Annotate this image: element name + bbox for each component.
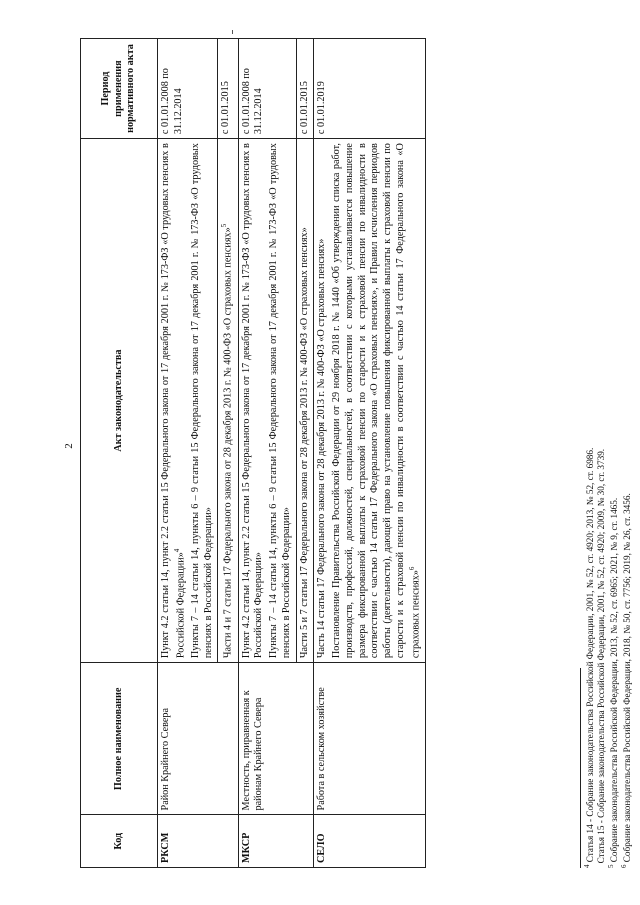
header-code: Код bbox=[81, 815, 158, 868]
row-name: Работа в сельском хозяйстве bbox=[314, 663, 425, 815]
row-code: МКСР bbox=[238, 815, 314, 868]
row-code: СЕЛО bbox=[314, 815, 425, 868]
header-act: Акт законодательства bbox=[81, 139, 158, 663]
footnotes bbox=[580, 268, 633, 868]
act-item: Пункт 4.2 статьи 14, пункт 2.2 статьи 15 Федерального закона от 17 декабря 2001 г. № 173-ФЗ «О трудовых пенсиях в Российской Федерации»$^4$ bbox=[160, 143, 187, 659]
row-acts bbox=[238, 139, 296, 663]
row-acts bbox=[314, 139, 425, 663]
table-header-row bbox=[81, 39, 158, 868]
row-period: с 01.01.2008 по 31.12.2014 bbox=[158, 39, 218, 139]
rotated-page bbox=[80, 38, 640, 868]
row-acts bbox=[158, 139, 218, 663]
row-act: Части 5 и 7 статьи 17 Федерального закона от 28 декабря 2013 г. № 400-ФЗ «О страховых пенсиях» bbox=[296, 139, 314, 663]
act-item: Постановление Правительства Российской Федерации от 29 ноября 2018 г. № 1440 «Об утверждении списка работ, производств, профессий, должностей, специальностей, в соответствии с которыми устанавливается повышение размера фиксированной выплаты к страховой пенсии по старости и к страховой пенсии по инвалидности в соответствии с частью 14 статьи 17 Федерального закона «О страховых пенсиях», и Правил исчисления периодов работы (деятельности), дающей право на установление повышения фиксированной выплаты к страховой пенсии по старости и к страховой пенсии по инвалидности в соответствии с частью 14 статьи 17 Федерального закона «О страховых пенсиях»$^6$ bbox=[331, 143, 421, 659]
table-row bbox=[238, 39, 296, 868]
scan-mark bbox=[232, 30, 233, 34]
header-name: Полное наименование bbox=[81, 663, 158, 815]
footnote: $^6$ Собрание законодательства Российской Федерации, 2018, № 50, ст. 7756; 2019, № 26, ст. 3456. bbox=[620, 493, 633, 868]
legislation-table bbox=[80, 38, 426, 868]
row-period: с 01.01.2015 bbox=[218, 39, 238, 139]
row-name: Район Крайнего Севера bbox=[158, 663, 239, 815]
act-item: Часть 14 статьи 17 Федерального закона от 28 декабря 2013 г. № 400-ФЗ «О страховых пенсиях» bbox=[316, 238, 328, 659]
footnote: Статья 15 - Собрание законодательства Российской Федерации, 2001, № 52, ст. 4920; 2009, № 30, ст. 3739. bbox=[596, 448, 607, 864]
footnote: $^4$ Статья 14 - Собрание законодательства Российской Федерации, 2001, № 52, ст. 4920; 2013, № 52, ст. 6986. bbox=[583, 447, 596, 868]
row-name: Местность, приравненная к районам Крайнего Севера bbox=[238, 663, 314, 815]
row-period: с 01.01.2019 bbox=[314, 39, 425, 139]
act-item: Пункты 7 – 14 статьи 14, пункты 6 – 9 статьи 15 Федерального закона от 17 декабря 2001 г. № 173-ФЗ «О трудовых пенсиях в Российской Федерации» bbox=[189, 143, 214, 659]
table-row bbox=[158, 39, 218, 868]
page-number: 2 bbox=[62, 443, 75, 449]
row-act: Части 4 и 7 статьи 17 Федерального закона от 28 декабря 2013 г. № 400-ФЗ «О страховых пенсиях»$^5$ bbox=[218, 139, 238, 663]
act-item: Пункт 4.2 статьи 14, пункт 2.2 статьи 15 Федерального закона от 17 декабря 2001 г. № 173-ФЗ «О трудовых пенсиях в Российской Федерации» bbox=[240, 143, 265, 659]
footnote-rule bbox=[580, 668, 581, 868]
footnote: $^5$ Собрание законодательства Российской Федерации, 2013, № 52, ст. 6965; 2021, № 9, ст. 1465. bbox=[607, 497, 620, 868]
row-period: с 01.01.2008 по 31.12.2014 bbox=[238, 39, 296, 139]
table-row bbox=[314, 39, 425, 868]
row-code: РКСМ bbox=[158, 815, 239, 868]
act-item: Пункты 7 – 14 статьи 14, пункты 6 – 9 статьи 15 Федерального закона от 17 декабря 2001 г. № 173-ФЗ «О трудовых пенсиях в Российской Федерации» bbox=[268, 143, 292, 659]
row-period: с 01.01.2015 bbox=[296, 39, 314, 139]
header-period: Период применения нормативного акта bbox=[81, 39, 158, 139]
